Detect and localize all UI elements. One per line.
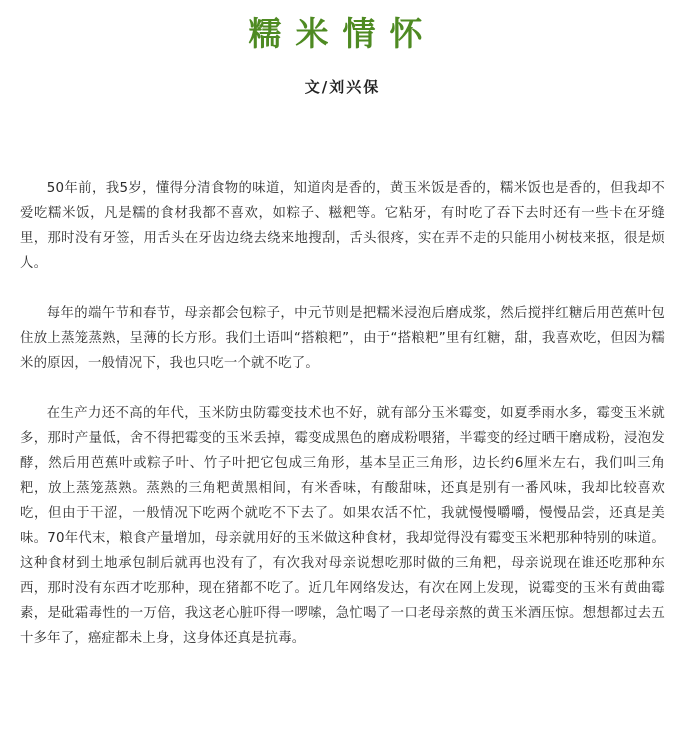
paragraph-2: 每年的端午节和春节，母亲都会包粽子，中元节则是把糯米浸泡后磨成浆，然后搅拌红糖后用芭蕉叶包住放上蒸笼蒸熟，呈薄的长方形。我们土语叫“搭粮粑”，由于“搭粮粑”里有红糖，甜，我喜欢吃，但因为糯米的原因，一般情况下，我也只吃一个就不吃了。 [20,306,665,371]
paragraph-3: 在生产力还不高的年代，玉米防虫防霉变技术也不好，就有部分玉米霉变，如夏季雨水多，霉变玉米就多，那时产量低，舍不得把霉变的玉米丢掉，霉变成黑色的磨成粉喂猪，半霉变的经过晒干磨成粉，浸泡发酵，然后用芭蕉叶或粽子叶、竹子叶把它包成三角形，基本呈正三角形，边长约6厘米左右，我们叫三角粑，放上蒸笼蒸熟。蒸熟的三角粑黄黑相间，有米香味，有酸甜味，还真是别有一番风味，我却比较喜欢吃，但由于干涩，一般情况下吃两个就吃不下去了。如果农活不忙，我就慢慢嚼嚼，慢慢品尝，还真是美味。70年代末，粮食产量增加，母亲就用好的玉米做这种食材，我却觉得没有霉变玉米粑那种特别的味道。这种食材到土地承包制后就再也没有了，有次我对母亲说想吃那时做的三角粑，母亲说现在谁还吃那种东西，那时没有东西才吃那种，现在猪都不吃了。近几年网络发达，有次在网上发现，说霉变的玉米有黄曲霉素，是砒霜毒性的一万倍，我这老心脏吓得一啰嗦，急忙喝了一口老母亲熬的黄玉米酒压惊。想想都过去五十多年了，癌症都未上身，这身体还真是抗毒。 [20,406,665,646]
paragraph-gap [20,276,665,301]
article-title: 糯米情怀 [248,14,437,53]
article-body [20,176,665,651]
paragraph-gap [20,376,665,401]
article-byline: 文/刘兴保 [304,78,381,96]
paragraph-1: 50年前，我5岁，懂得分清食物的味道，知道肉是香的，黄玉米饭是香的，糯米饭也是香的，但我却不爱吃糯米饭，凡是糯的食材我都不喜欢，如粽子、糍粑等。它粘牙，有时吃了吞下去时还有一些卡在牙缝里，那时没有牙签，用舌头在牙齿边绕去绕来地搜刮，舌头很疼，实在弄不走的只能用小树枝来抠，很是烦人。 [20,181,665,271]
